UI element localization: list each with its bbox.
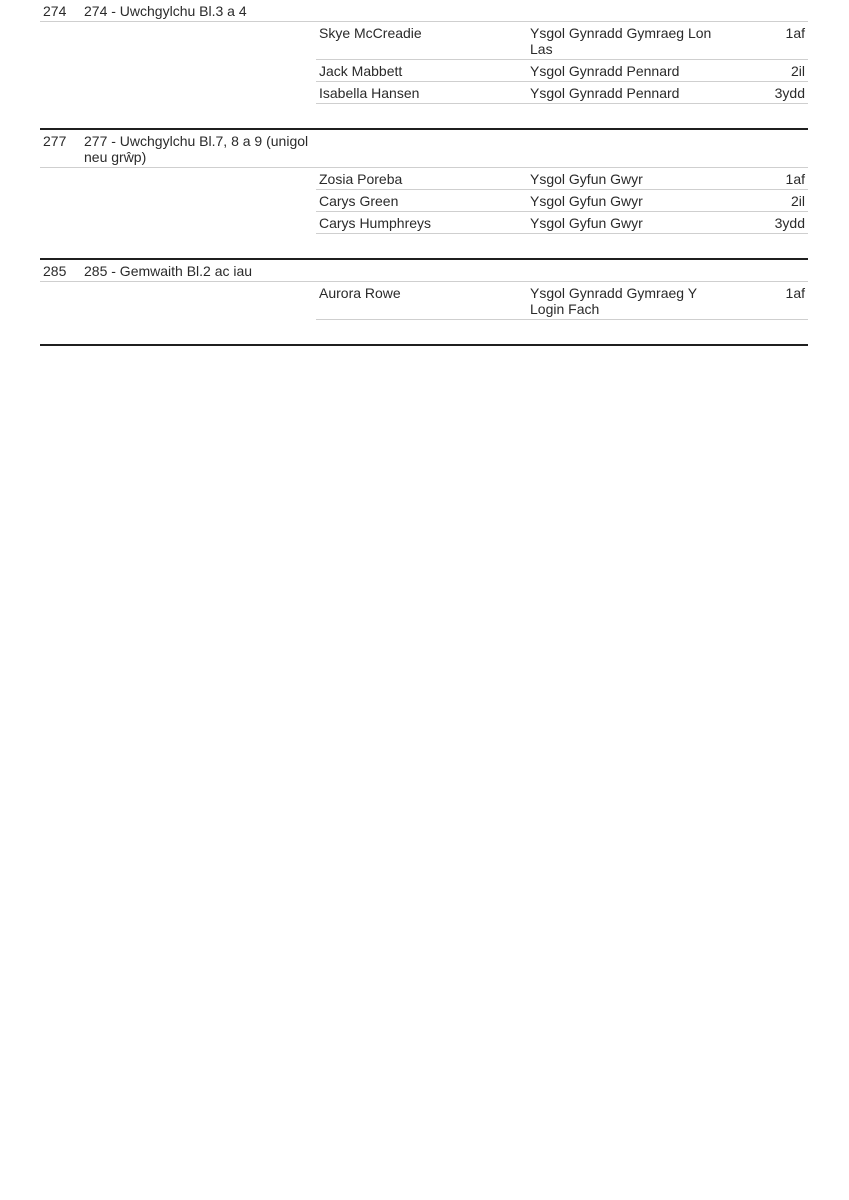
competition-title: 277 - Uwchgylchu Bl.7, 8 a 9 (unigol neu grŵp) [84,133,309,165]
competition-header [40,260,808,282]
competition-section [40,0,808,130]
competition-title: 285 - Gemwaith Bl.2 ac iau [84,263,253,279]
result-row [316,60,808,82]
competition-section [40,260,808,346]
competitor-name: Isabella Hansen [319,85,420,101]
results-list [316,22,808,104]
competition-title: 274 - Uwchgylchu Bl.3 a 4 [84,3,247,19]
competitor-name: Skye McCreadie [319,25,422,41]
school-name: Ysgol Gyfun Gwyr [530,193,643,209]
result-row [316,212,808,234]
place-label: 3ydd [774,85,805,101]
competition-header [40,130,808,168]
place-label: 1af [785,285,805,301]
place-label: 1af [785,171,805,187]
school-name: Ysgol Gynradd Gymraeg Lon Las [530,25,712,57]
school-name: Ysgol Gynradd Pennard [530,63,680,79]
competition-number: 274 [43,3,67,19]
competition-number: 277 [43,133,67,149]
competitor-name: Zosia Poreba [319,171,403,187]
competition-header [40,0,808,22]
competitor-name: Carys Humphreys [319,215,432,231]
competition-section [40,130,808,260]
school-name: Ysgol Gynradd Pennard [530,85,680,101]
results-list [316,282,808,320]
place-label: 2il [790,63,805,79]
competitor-name: Carys Green [319,193,399,209]
competition-number: 285 [43,263,67,279]
results-page [40,0,808,346]
place-label: 3ydd [774,215,805,231]
place-label: 2il [790,193,805,209]
section-divider [40,344,808,346]
result-row [316,168,808,190]
result-row [316,82,808,104]
school-name: Ysgol Gyfun Gwyr [530,215,643,231]
result-row [316,282,808,320]
school-name: Ysgol Gyfun Gwyr [530,171,643,187]
school-name: Ysgol Gynradd Gymraeg Y Login Fach [530,285,697,317]
result-row [316,190,808,212]
place-label: 1af [785,25,805,41]
result-row [316,22,808,60]
competitor-name: Jack Mabbett [319,63,403,79]
competitor-name: Aurora Rowe [319,285,401,301]
results-list [316,168,808,234]
